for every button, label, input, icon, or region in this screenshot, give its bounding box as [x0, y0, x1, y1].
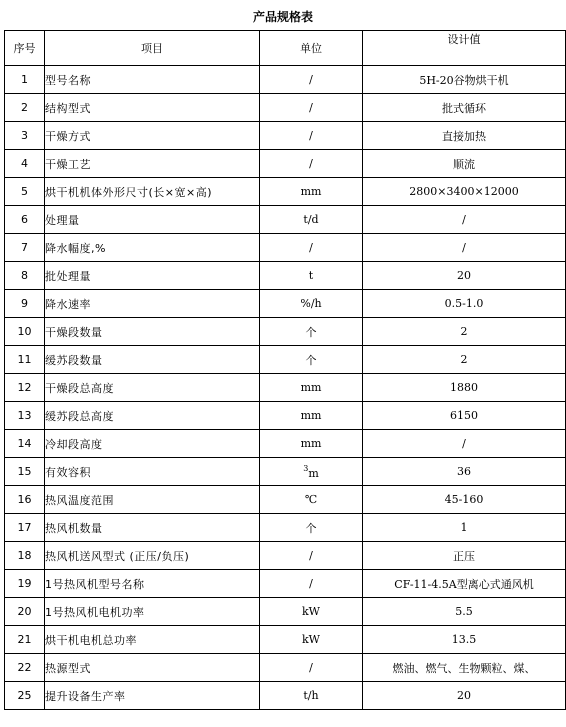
table-row	[5, 570, 566, 598]
spec-value-cell: /	[363, 234, 566, 262]
item-cell: 干燥工艺	[45, 150, 260, 178]
unit-cell: /	[260, 122, 363, 150]
spec-value-cell: 13.5	[363, 626, 566, 654]
table-row	[5, 402, 566, 430]
unit-cell: mm	[260, 402, 363, 430]
unit-cell: /	[260, 66, 363, 94]
table-row	[5, 150, 566, 178]
unit-cell: /	[260, 570, 363, 598]
item-cell: 热风机数量	[45, 514, 260, 542]
table-row	[5, 542, 566, 570]
table-row	[5, 486, 566, 514]
unit-cell: %/h	[260, 290, 363, 318]
unit-cell: mm	[260, 178, 363, 206]
row-number-cell: 20	[5, 598, 45, 626]
header-item: 项目	[45, 31, 260, 66]
unit-cell	[260, 458, 363, 486]
spec-value-cell: CF-11-4.5A型离心式通风机	[363, 570, 566, 598]
row-number-cell: 9	[5, 290, 45, 318]
unit-base: m	[308, 466, 319, 480]
unit-cell: mm	[260, 430, 363, 458]
item-cell: 烘干机电机总功率	[45, 626, 260, 654]
header-spec: 设计值	[363, 31, 566, 66]
row-number-cell: 1	[5, 66, 45, 94]
row-number-cell: 7	[5, 234, 45, 262]
item-cell: 降水幅度,%	[45, 234, 260, 262]
item-cell: 有效容积	[45, 458, 260, 486]
spec-value-cell: /	[363, 206, 566, 234]
spec-value-cell: 5.5	[363, 598, 566, 626]
unit-cell: kW	[260, 598, 363, 626]
spec-value-cell: 2	[363, 318, 566, 346]
item-cell: 干燥段总高度	[45, 374, 260, 402]
unit-cell: t/d	[260, 206, 363, 234]
row-number-cell: 12	[5, 374, 45, 402]
unit-cell: /	[260, 94, 363, 122]
item-cell: 处理量	[45, 206, 260, 234]
item-cell: 热源型式	[45, 654, 260, 682]
spec-value-cell: 45-160	[363, 486, 566, 514]
unit-cell: 个	[260, 514, 363, 542]
header-unit: 单位	[260, 31, 363, 66]
row-number-cell: 10	[5, 318, 45, 346]
table-header-row	[5, 31, 566, 66]
table-row	[5, 374, 566, 402]
table-row	[5, 346, 566, 374]
unit-cell: /	[260, 542, 363, 570]
unit-cell: ℃	[260, 486, 363, 514]
unit-cell: 个	[260, 346, 363, 374]
row-number-cell: 4	[5, 150, 45, 178]
spec-value-cell: 顺流	[363, 150, 566, 178]
header-no: 序号	[5, 31, 45, 66]
unit-cell: /	[260, 150, 363, 178]
spec-value-cell: 2800×3400×12000	[363, 178, 566, 206]
row-number-cell: 16	[5, 486, 45, 514]
item-cell: 型号名称	[45, 66, 260, 94]
item-cell: 批处理量	[45, 262, 260, 290]
row-number-cell: 11	[5, 346, 45, 374]
row-number-cell: 21	[5, 626, 45, 654]
table-row	[5, 514, 566, 542]
spec-value-cell: 1880	[363, 374, 566, 402]
item-cell: 1号热风机电机功率	[45, 598, 260, 626]
table-row	[5, 318, 566, 346]
table-title: 产品规格表	[252, 10, 313, 24]
spec-value-cell: 批式循环	[363, 94, 566, 122]
table-row	[5, 178, 566, 206]
item-cell: 缓苏段数量	[45, 346, 260, 374]
row-number-cell: 22	[5, 654, 45, 682]
row-number-cell: 14	[5, 430, 45, 458]
row-number-cell: 13	[5, 402, 45, 430]
spec-value-cell: 2	[363, 346, 566, 374]
table-row	[5, 290, 566, 318]
table-row	[5, 234, 566, 262]
item-cell: 干燥段数量	[45, 318, 260, 346]
unit-cell: kW	[260, 626, 363, 654]
item-cell: 1号热风机型号名称	[45, 570, 260, 598]
unit-exponent: 3	[303, 463, 309, 473]
item-cell: 干燥方式	[45, 122, 260, 150]
item-cell: 冷却段高度	[45, 430, 260, 458]
table-row	[5, 94, 566, 122]
spec-value-cell: 6150	[363, 402, 566, 430]
table-row	[5, 430, 566, 458]
row-number-cell: 18	[5, 542, 45, 570]
row-number-cell: 25	[5, 682, 45, 710]
row-number-cell: 5	[5, 178, 45, 206]
spec-value-cell: 20	[363, 682, 566, 710]
row-number-cell: 3	[5, 122, 45, 150]
item-cell: 热风温度范围	[45, 486, 260, 514]
spec-value-cell: /	[363, 430, 566, 458]
unit-cell: mm	[260, 374, 363, 402]
spec-value-cell: 燃油、燃气、生物颗粒、煤、	[363, 654, 566, 682]
table-row	[5, 66, 566, 94]
table-row	[5, 262, 566, 290]
row-number-cell: 6	[5, 206, 45, 234]
item-cell: 降水速率	[45, 290, 260, 318]
spec-value-cell: 正压	[363, 542, 566, 570]
spec-value-cell: 5H-20谷物烘干机	[363, 66, 566, 94]
table-row	[5, 598, 566, 626]
spec-table	[4, 30, 566, 710]
row-number-cell: 8	[5, 262, 45, 290]
row-number-cell: 19	[5, 570, 45, 598]
item-cell: 热风机送风型式 (正压/负压)	[45, 542, 260, 570]
item-cell: 结构型式	[45, 94, 260, 122]
row-number-cell: 2	[5, 94, 45, 122]
row-number-cell: 17	[5, 514, 45, 542]
table-row	[5, 458, 566, 486]
unit-cell: 个	[260, 318, 363, 346]
table-row	[5, 206, 566, 234]
table-body	[5, 66, 566, 710]
spec-value-cell: 直接加热	[363, 122, 566, 150]
spec-value-cell: 1	[363, 514, 566, 542]
table-row	[5, 682, 566, 710]
spec-value-cell: 36	[363, 458, 566, 486]
row-number-cell: 15	[5, 458, 45, 486]
table-row	[5, 122, 566, 150]
spec-value-cell: 20	[363, 262, 566, 290]
item-cell: 烘干机机体外形尺寸(长×宽×高)	[45, 178, 260, 206]
table-row	[5, 654, 566, 682]
unit-cell: /	[260, 654, 363, 682]
unit-cell: t	[260, 262, 363, 290]
unit-cell: /	[260, 234, 363, 262]
item-cell: 提升设备生产率	[45, 682, 260, 710]
item-cell: 缓苏段总高度	[45, 402, 260, 430]
table-row	[5, 626, 566, 654]
spec-value-cell: 0.5-1.0	[363, 290, 566, 318]
unit-cell: t/h	[260, 682, 363, 710]
